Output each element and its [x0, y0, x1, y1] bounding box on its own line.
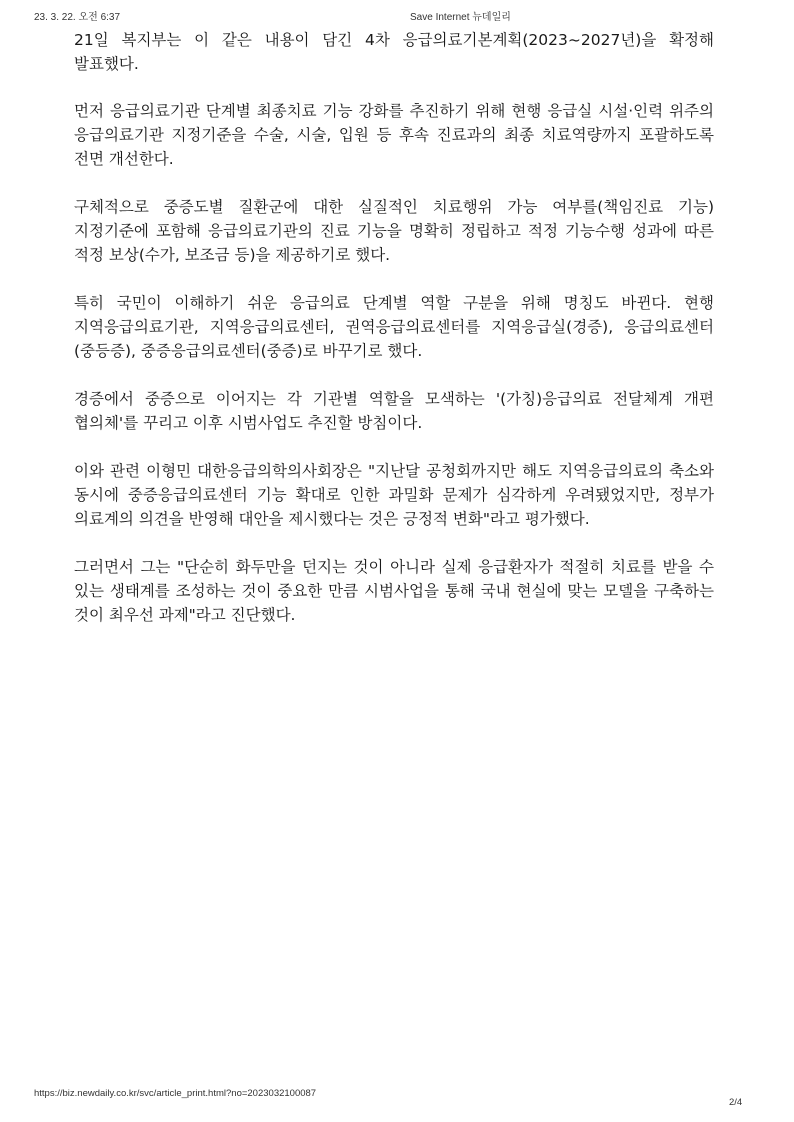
- article-paragraph: 21일 복지부는 이 같은 내용이 담긴 4차 응급의료기본계획(2023~2027년)을 확정해 발표했다.: [74, 31, 714, 73]
- article-paragraph: 이와 관련 이형민 대한응급의학의사회장은 "지난달 공청회까지만 해도 지역응급의료의 축소와 동시에 중증응급의료센터 기능 확대로 인한 과밀화 문제가 심각하게 우려됐었지만, 정부가 의료계의 의견을 반영해 대안을 제시했다는 것은 긍정적 변화"라고 평가했다.: [74, 462, 714, 528]
- print-page-title: Save Internet 뉴데일리: [410, 12, 511, 23]
- print-datetime: 23. 3. 22. 오전 6:37: [34, 12, 121, 23]
- article-paragraph: 경증에서 중증으로 이어지는 각 기관별 역할을 모색하는 '(가칭)응급의료 전달체계 개편 협의체'를 꾸리고 이후 시범사업도 추진할 방침이다.: [74, 390, 714, 432]
- article-paragraph: 먼저 응급의료기관 단계별 최종치료 기능 강화를 추진하기 위해 현행 응급실 시설·인력 위주의 응급의료기관 지정기준을 수술, 시술, 입원 등 후속 진료과의 최종 치료역량까지 포괄하도록 전면 개선한다.: [74, 102, 714, 168]
- article-paragraph: 그러면서 그는 "단순히 화두만을 던지는 것이 아니라 실제 응급환자가 적절히 치료를 받을 수 있는 생태계를 조성하는 것이 중요한 만큼 시범사업을 통해 국내 현실에 맞는 모델을 구축하는 것이 최우선 과제"라고 진단했다.: [74, 558, 714, 624]
- article-paragraph: 특히 국민이 이해하기 쉬운 응급의료 단계별 역할 구분을 위해 명칭도 바뀐다. 현행 지역응급의료기관, 지역응급의료센터, 권역응급의료센터를 지역응급실(경증), 응급의료센터(중등증), 중증응급의료센터(중증)로 바꾸기로 했다.: [74, 294, 714, 360]
- print-source-url: https://biz.newdaily.co.kr/svc/article_print.html?no=2023032100087: [34, 1088, 317, 1099]
- article-body: [74, 28, 714, 651]
- print-page-number: 2/4: [729, 1097, 743, 1108]
- article-paragraph: 구체적으로 중증도별 질환군에 대한 실질적인 치료행위 가능 여부를(책임진료 기능) 지정기준에 포함해 응급의료기관의 진료 기능을 명확히 정립하고 적정 기능수행 성과에 따른 적정 보상(수가, 보조금 등)을 제공하기로 했다.: [74, 198, 714, 264]
